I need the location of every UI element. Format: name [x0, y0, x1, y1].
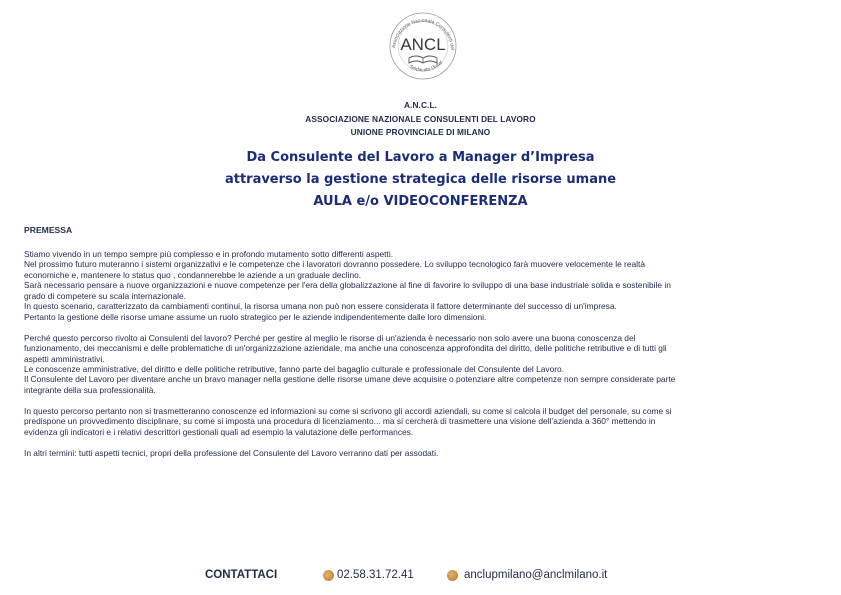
page-title-line-3: AULA e/o VIDEOCONFERENZA — [313, 194, 528, 209]
paragraph — [24, 333, 814, 396]
page-title-line-1: Da Consulente del Lavoro a Manager d’Impresa — [246, 150, 595, 165]
org-acronym: A.N.C.L. — [403, 100, 438, 110]
phone-icon — [323, 570, 334, 581]
org-association: ASSOCIAZIONE NAZIONALE CONSULENTI DEL LAVORO — [305, 114, 536, 124]
paragraph — [24, 406, 814, 437]
email-link[interactable]: anclupmilano@anclmilano.it — [464, 569, 608, 581]
text-line: Sarà necessario pensare a nuove organizzazioni e nuove competenze per l'era della globalizzazione al fine di favorire lo sviluppo di una base industriale solida e sostenibile in — [24, 280, 671, 291]
text-line: Nel prossimo futuro muteranno i sistemi organizzativi e le competenze che i lavoratori dovranno possedere. Lo sviluppo tecnologico farà muovere velocemente le realtà — [24, 259, 646, 270]
ancl-logo — [385, 6, 461, 86]
text-line: integrante della sua professionalità. — [24, 384, 156, 395]
org-union: UNIONE PROVINCIALE DI MILANO — [350, 127, 491, 137]
logo-mark: ANCL — [400, 35, 446, 54]
logo-bottom-text: Sindacato Unitar — [408, 59, 445, 74]
paragraph — [24, 249, 814, 322]
phone-link[interactable]: 02.58.31.72.41 — [337, 569, 414, 581]
text-line: In altri termini: tutti aspetti tecnici, propri della professione del Consulente del Lavoro verranno dati per assodati. — [24, 447, 439, 458]
text-line: Stiamo vivendo in un tempo sempre più complesso e in profondo mutamento sotto differenti aspetti. — [24, 249, 394, 259]
text-line: evidenza gli indicatori e i relativi descrittori gestionali quali ad esempio la valutazione delle performances. — [24, 426, 414, 437]
text-line: In questo scenario, caratterizzato da cambiamenti continui, la risorsa umana non può non essere considerata il fattore determinante del successo di un'impresa. — [24, 301, 617, 312]
text-line: Pertanto la gestione delle risorse umane assume un ruolo strategico per le aziende indipendentemente dalle loro dimensioni. — [24, 311, 487, 322]
body-text — [24, 249, 814, 469]
paragraph — [24, 448, 814, 458]
page-title-line-2: attraverso la gestione strategica delle risorse umane — [224, 172, 617, 187]
ancl-logo-icon — [385, 6, 461, 86]
logo-ring-text: Associazione Nazionale Consulenti del — [391, 17, 456, 51]
text-line: Perché questo percorso rivolto ai Consulenti del lavoro? Perché per gestire al meglio le risorse di un'azienda è necessario non solo avere una buona conoscenza del — [24, 332, 636, 343]
text-line: Il Consulente del Lavoro per diventare anche un bravo manager nella gestione delle risorse umane deve acquisire o potenziare altre competenze non sempre considerate parte — [24, 374, 676, 385]
text-line: economiche e, mantenere lo status quo , condannerebbe le aziende a un graduale declino. — [24, 269, 362, 280]
text-line: predispone un provvedimento disciplinare, su come si imposta una procedura di licenziamento... ma si cercherà di trasmettere una visione dell’azienda a 360° mettendo in — [24, 416, 656, 427]
text-line: In questo percorso pertanto non si trasmetteranno conoscenze ed informazioni su come si scrivono gli accordi aziendali, su come si calcola il budget del personale, su come si — [24, 405, 672, 416]
text-line: funzionamento, dei meccanismi e delle problematiche di un'organizzazione aziendale, ma anche una conoscenza approfondita del diritto, delle politiche retributive e di tutti gli — [24, 343, 667, 354]
section-heading: PREMESSA — [24, 225, 73, 235]
contact-label: CONTATTACI — [205, 569, 278, 581]
contact-footer — [0, 566, 841, 586]
text-line: aspetti amministrativi. — [24, 353, 105, 364]
mail-icon — [447, 570, 458, 581]
text-line: Le conoscenze amministrative, del diritto e delle politiche retributive, fanno parte del bagaglio culturale e professionale del Consulente del Lavoro. — [24, 364, 565, 375]
text-line: grado di competere su scala internazionale. — [24, 290, 187, 301]
